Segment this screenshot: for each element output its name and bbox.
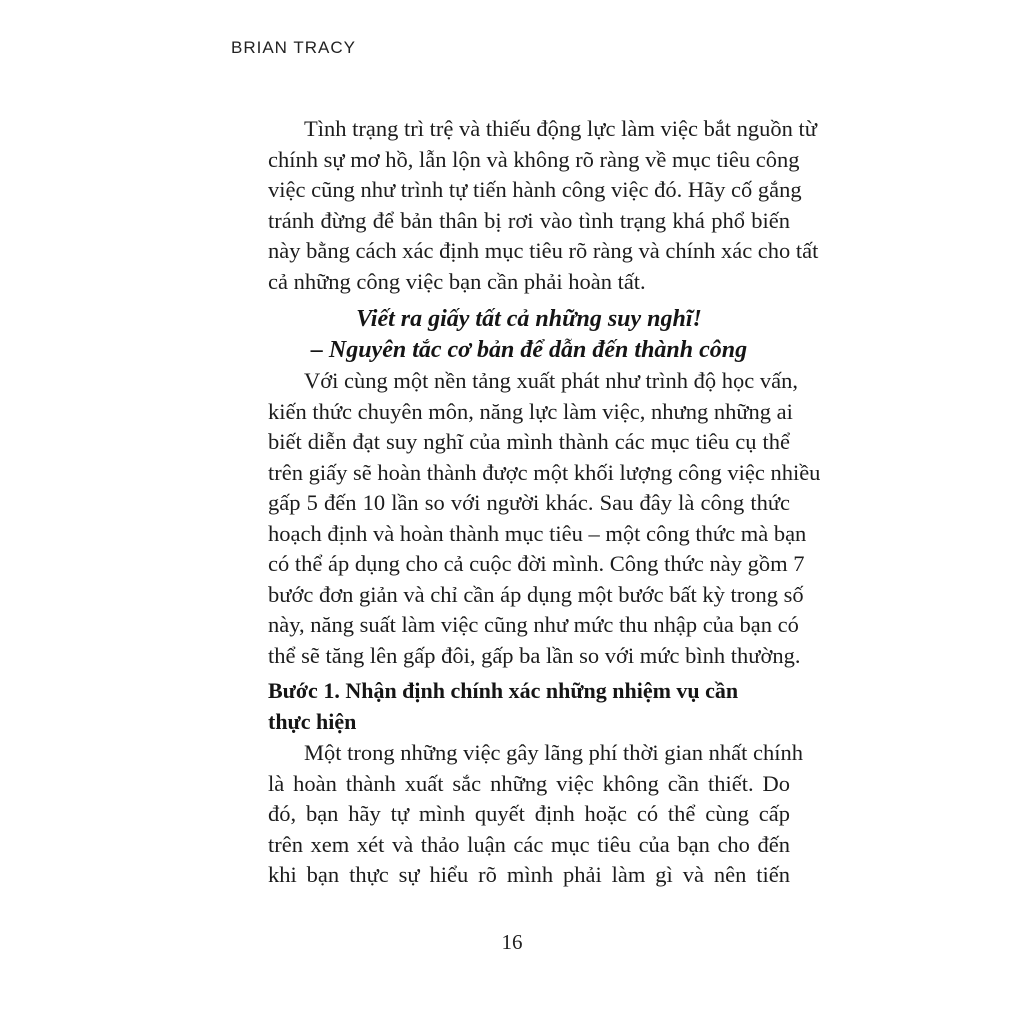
page-number: 16 [501, 930, 523, 954]
paragraph-line: việc cũng như trình tự tiến hành công việc đó. Hãy cố gắng [268, 177, 802, 202]
intro-paragraph [268, 114, 819, 297]
paragraph-line: kiến thức chuyên môn, năng lực làm việc, nhưng những ai [268, 398, 793, 424]
paragraph-line: trên xem xét và thảo luận các mục tiêu của bạn cho đến [268, 831, 790, 857]
section-heading [268, 304, 790, 366]
paragraph-line: hoạch định và hoàn thành mục tiêu – một công thức mà bạn [268, 520, 807, 546]
formula-paragraph [268, 366, 821, 671]
paragraph-line: bước đơn giản và chỉ cần áp dụng một bước bất kỳ trong số [268, 581, 804, 607]
step-1-paragraph [268, 738, 804, 891]
paragraph-line: biết diễn đạt suy nghĩ của mình thành các mục tiêu cụ thể [268, 429, 790, 454]
step-heading-line-2: thực hiện [268, 709, 357, 734]
paragraph-line: gấp 5 đến 10 lần so với người khác. Sau đây là công thức [268, 490, 790, 515]
step-heading-line-1: Bước 1. Nhận định chính xác những nhiệm vụ cần [268, 678, 739, 703]
paragraph-line: cả những công việc bạn cần phải hoàn tất. [268, 268, 646, 294]
paragraph-line: trên giấy sẽ hoàn thành được một khối lượng công việc nhiều [268, 459, 821, 485]
paragraph-line: này, năng suất làm việc cũng như mức thu nhập của bạn có [268, 612, 799, 637]
paragraph-line: thể sẽ tăng lên gấp đôi, gấp ba lần so với mức bình thường. [268, 642, 801, 668]
paragraph-line: tránh đừng để bản thân bị rơi vào tình trạng khá phổ biến [268, 207, 790, 233]
paragraph-line: đó, bạn hãy tự mình quyết định hoặc có thể cùng cấp [268, 801, 790, 826]
paragraph-line: Với cùng một nền tảng xuất phát như trình độ học vấn, [304, 368, 799, 393]
paragraph-line: Một trong những việc gây lãng phí thời gian nhất chính [304, 740, 804, 765]
paragraph-line: Tình trạng trì trệ và thiếu động lực làm việc bắt nguồn từ [304, 116, 818, 141]
paragraph-line: chính sự mơ hồ, lẫn lộn và không rõ ràng về mục tiêu công [268, 146, 800, 172]
paragraph-line: có thể áp dụng cho cả cuộc đời mình. Công thức này gồm 7 [268, 551, 805, 576]
step-1-heading [268, 675, 790, 737]
paragraph-line: này bằng cách xác định mục tiêu rõ ràng và chính xác cho tất [268, 238, 819, 263]
section-heading-line-2: – Nguyên tắc cơ bản để dẫn đến thành công [310, 337, 748, 363]
section-heading-line-1: Viết ra giấy tất cả những suy nghĩ! [356, 306, 702, 332]
paragraph-line: là hoàn thành xuất sắc những việc không cần thiết. Do [268, 770, 790, 796]
running-head-author: BRIAN TRACY [231, 38, 356, 57]
paragraph-line: khi bạn thực sự hiểu rõ mình phải làm gì và nên tiến [268, 862, 790, 887]
